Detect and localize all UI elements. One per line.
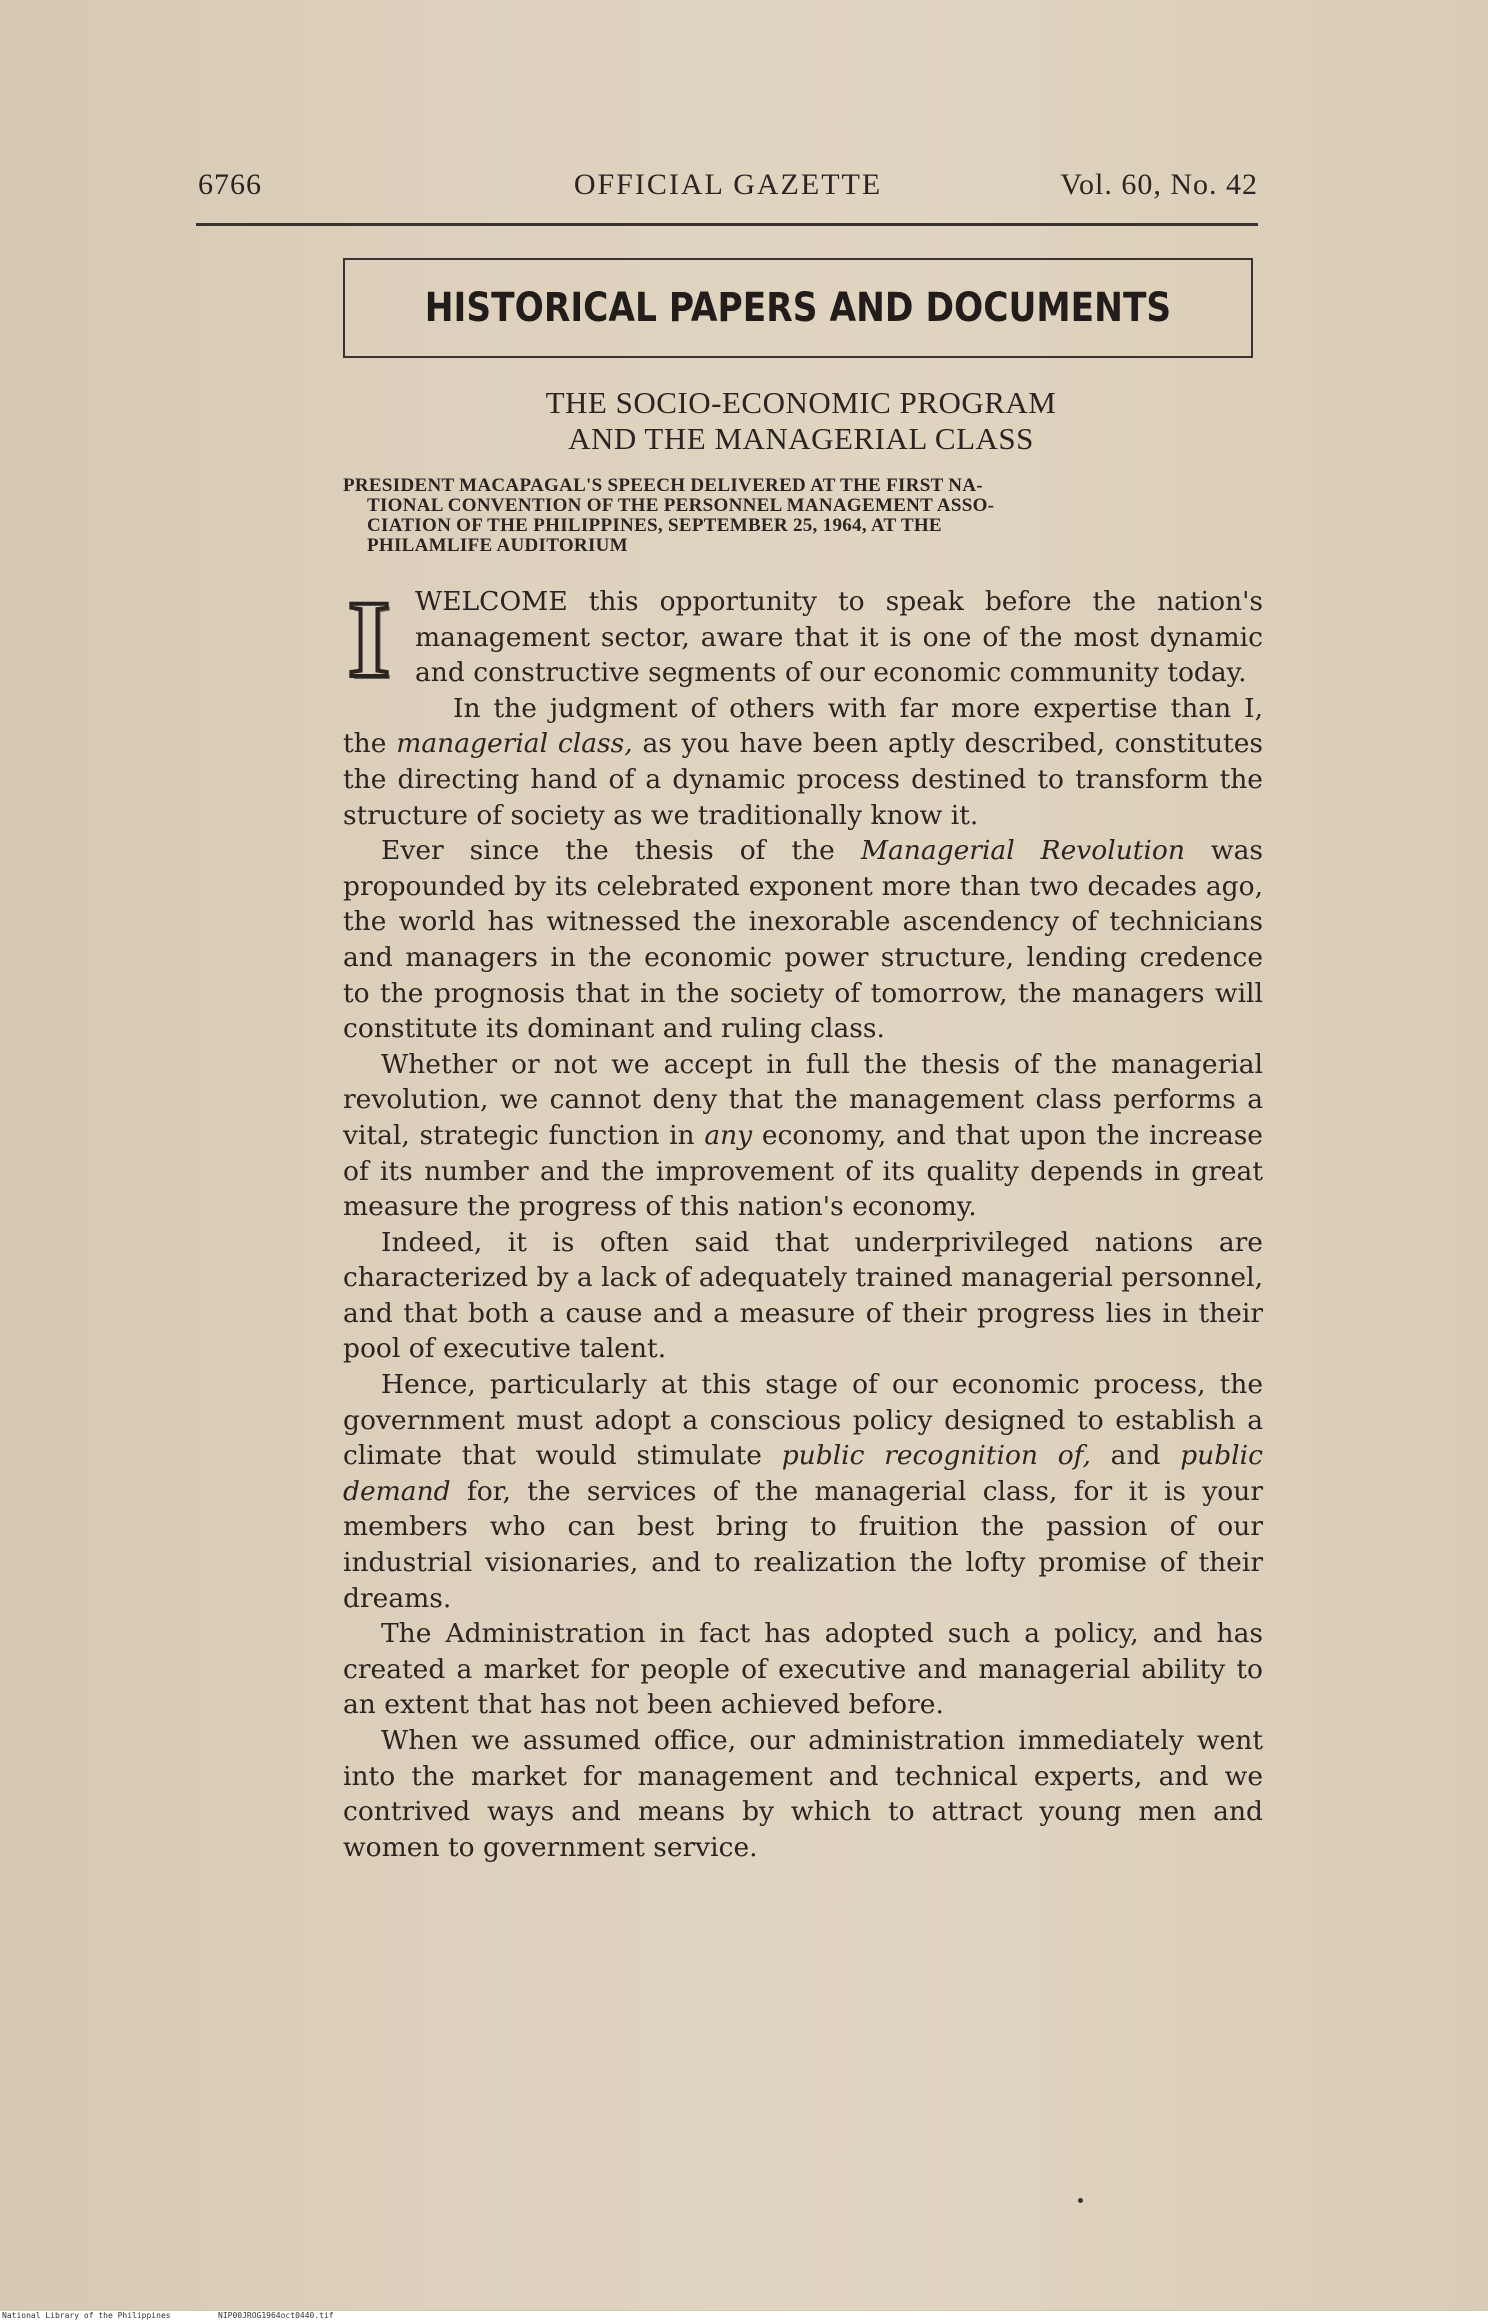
article-title (343, 385, 1259, 457)
subhead-line-1: PRESIDENT MACAPAGAL'S SPEECH DELIVERED AT THE FIRST NA- (343, 475, 983, 496)
paragraph-4: Whether or not we accept in full the thesis of the managerial revolution, we cannot deny that the management class performs a vital, strategic function in any economy, and that upon the increase of its number and the improvement of its quality depends in great measure the progress of this nation's economy. (343, 1048, 1263, 1223)
article-body (343, 578, 1263, 1865)
subhead-line-4: PHILAMLIFE AUDITORIUM (367, 535, 628, 556)
drop-cap: I (347, 578, 391, 700)
paragraph-3: Ever since the thesis of the Managerial Revolution was propounded by its celebrated exponent more than two decades ago, the world has witnessed the inexorable ascendency of technicians and managers in the economic power structure, lending credence to the prognosis that in the society of tomorrow, the managers will constitute its dominant and ruling class. (343, 835, 1263, 1045)
article-subhead (343, 476, 1259, 556)
scan-file-id: NIP00JROG1964oct0440.tif (218, 2311, 334, 2320)
section-banner (343, 258, 1253, 358)
paragraph-6: Hence, particularly at this stage of our economic process, the government must adopt a conscious policy designed to establish a climate that would stimulate public recognition of, and public demand for, the services of the managerial class, for it is your members who can best bring to fruition the passion of our industrial visionaries, and to realization the lofty promise of their dreams. (343, 1369, 1263, 1614)
page-number: 6766 (198, 168, 262, 201)
paragraph-2: In the judgment of others with far more expertise than I, the managerial class, as you have been aptly described, constitutes the directing hand of a dynamic process destined to transform the structure of society as we traditionally know it. (343, 692, 1263, 831)
article-title-line-1: THE SOCIO-ECONOMIC PROGRAM (545, 385, 1057, 420)
paragraph-1: IWELCOME this opportunity to speak before the nation's management sector, aware that it is one of the most dynamic and constructive segments of our economic community today. (343, 584, 1263, 691)
header-rule (196, 223, 1258, 226)
paragraph-5: Indeed, it is often said that underprivileged nations are characterized by a lack of adequately trained managerial personnel, and that both a cause and a measure of their progress lies in their pool of executive talent. (343, 1226, 1263, 1365)
section-banner-text: HISTORICAL PAPERS AND DOCUMENTS (424, 285, 1172, 331)
article-title-line-2: AND THE MANAGERIAL CLASS (568, 421, 1034, 456)
paragraph-8: When we assumed office, our administration immediately went into the market for management and technical experts, and we contrived ways and means by which to attract young men and women to government service. (343, 1725, 1263, 1863)
paragraph-7: The Administration in fact has adopted such a policy, and has created a market for people of executive and managerial ability to an extent that has not been achieved before. (343, 1618, 1263, 1721)
running-head (198, 168, 1258, 208)
subhead-line-3: CIATION OF THE PHILIPPINES, SEPTEMBER 25, 1964, AT THE (367, 515, 942, 536)
subhead-line-2: TIONAL CONVENTION OF THE PERSONNEL MANAGEMENT ASSO- (367, 495, 995, 516)
scan-footer (0, 2311, 1488, 2321)
volume-number: Vol. 60, No. 42 (1060, 168, 1258, 201)
publication-title: OFFICIAL GAZETTE (573, 168, 883, 201)
library-credit: National Library of the Philippines (2, 2311, 171, 2320)
paper-speck (1078, 2198, 1083, 2203)
